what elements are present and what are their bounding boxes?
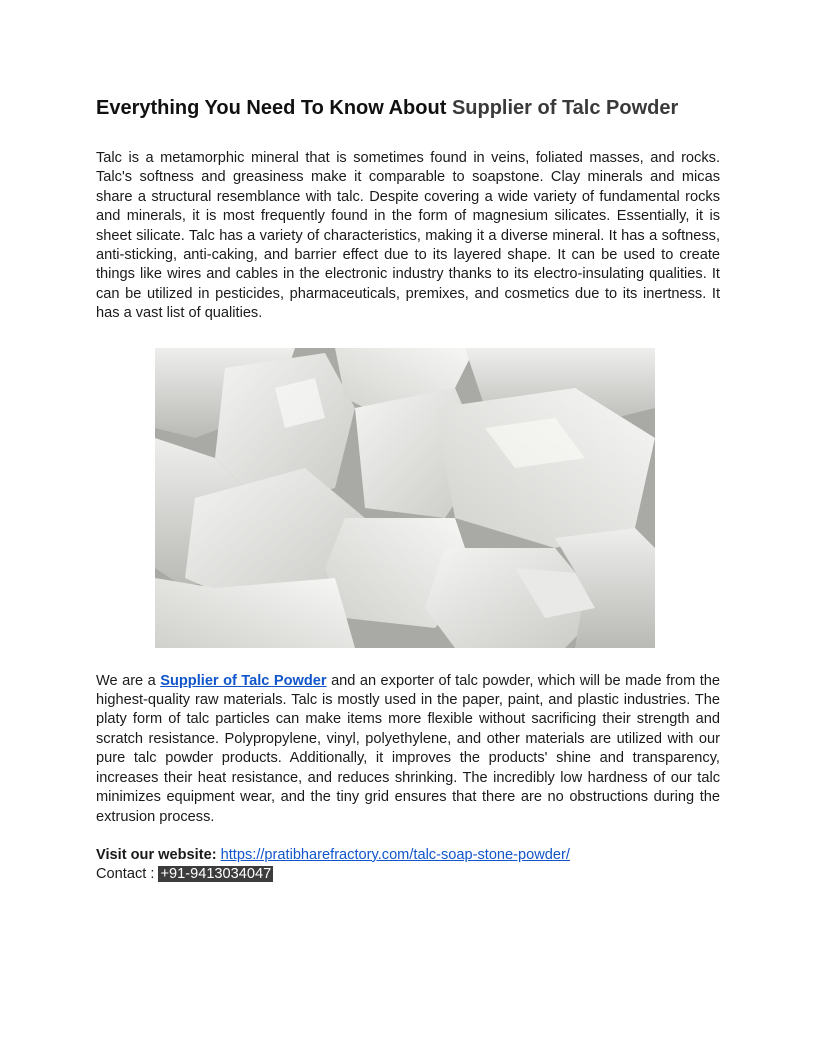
contact-line [96, 865, 720, 884]
supplier-rest: and an exporter of talc powder, which will be made from the highest-quality raw materials. Talc is mostly used in the paper, paint, and plastic industries. The platy form of talc particles can make items more flexible without sacrificing their strength and scratch resistance. Polypropylene, vinyl, polyethylene, and other materials are utilized with our pure talc powder products. Additionally, it improves the products' shine and transparency, increases their heat resistance, and reduces shrinking. The incredibly low hardness of our talc minimizes equipment wear, and the tiny grid ensures that there are no obstructions during the extrusion process. [96, 672, 720, 825]
supplier-paragraph [96, 672, 720, 827]
website-label: Visit our website: [96, 846, 217, 863]
talc-stones-picture [155, 348, 655, 648]
document-page [96, 94, 720, 885]
title-sub: Supplier of Talc Powder [451, 97, 679, 119]
website-link[interactable]: https://pratibharefractory.com/talc-soap-stone-powder/ [220, 846, 570, 863]
supplier-prefix: We are a [96, 672, 156, 689]
contact-block [96, 846, 720, 885]
supplier-link[interactable]: Supplier of Talc Powder [160, 672, 327, 689]
page-title [96, 94, 720, 122]
talc-stones-image [155, 348, 655, 648]
phone-number: +91-9413034047 [160, 866, 272, 883]
website-line [96, 846, 720, 865]
intro-paragraph: Talc is a metamorphic mineral that is sometimes found in veins, foliated masses, and rocks. Talc's softness and greasiness make it comparable to soapstone. Clay minerals and micas share a structural resemblance with talc. Despite covering a wide variety of fundamental rocks and minerals, it is most frequently found in the form of magnesium silicates. Essentially, it is sheet silicate. Talc has a variety of characteristics, making it a diverse mineral. It has a softness, anti-sticking, anti-caking, and barrier effect due to its layered shape. It can be used to create things like wires and cables in the electronic industry thanks to its electro-insulating qualities. It can be utilized in pesticides, pharmaceuticals, premixes, and cosmetics due to its inertness. It has a vast list of qualities. [96, 150, 720, 322]
title-main: Everything You Need To Know About [96, 97, 447, 119]
contact-label: Contact : [96, 866, 155, 883]
